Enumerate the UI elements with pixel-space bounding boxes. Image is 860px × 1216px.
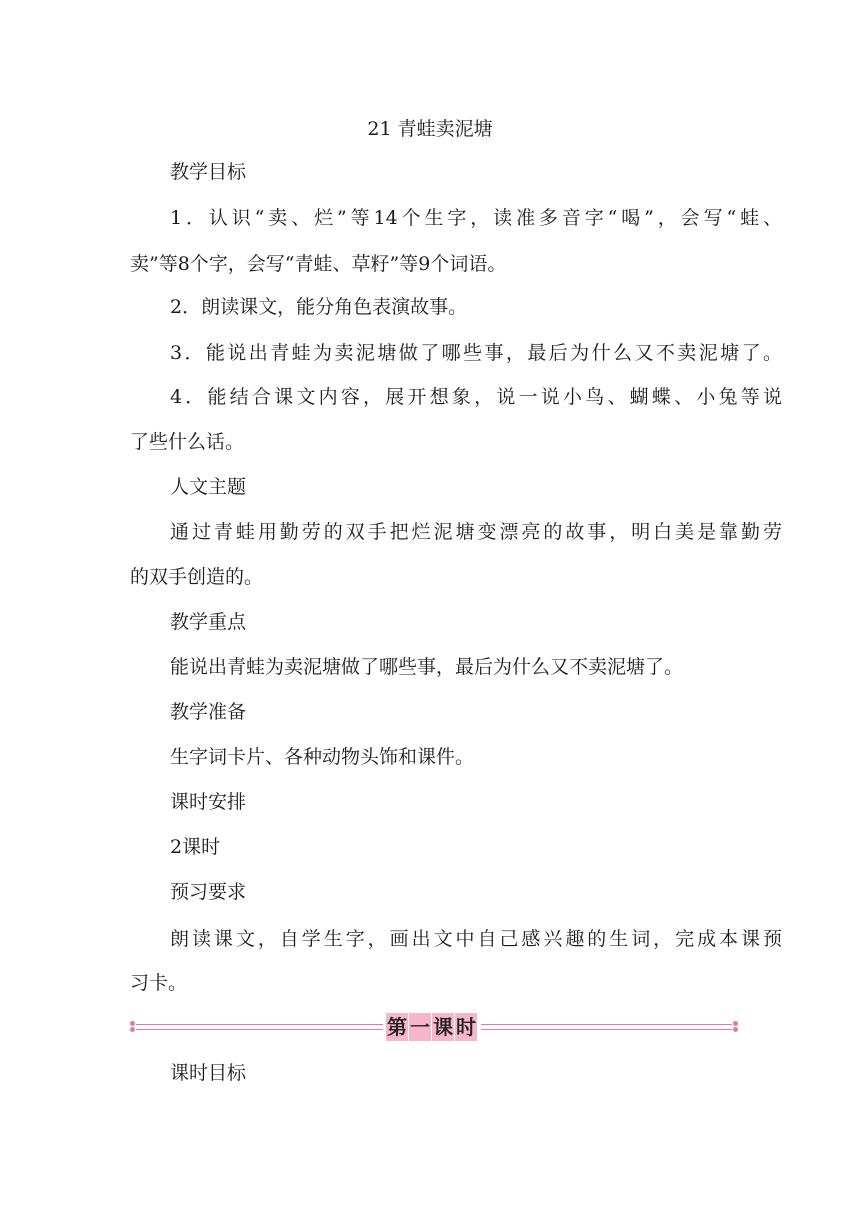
divider-dot-right-bottom [733,1027,738,1032]
theme-heading: 人文主题 [170,476,247,498]
goal-3: 3．能说出青蛙为卖泥塘做了哪些事，最后为什么又不卖泥塘了。 [170,342,782,364]
divider-dot-right-top [733,1021,738,1026]
key-text: 能说出青蛙为卖泥塘做了哪些事，最后为什么又不卖泥塘了。 [170,656,684,678]
schedule-text: 2课时 [170,836,221,858]
preview-heading: 预习要求 [170,881,247,903]
goal-1-line-2: 卖”等8个字，会写“青蛙、草籽”等9个词语。 [130,253,507,275]
goals-heading: 教学目标 [170,161,247,183]
goal-2: 2．朗读课文，能分角色表演故事。 [170,296,468,318]
goal-4-line-2: 了些什么话。 [130,431,245,453]
divider-dot-left-bottom [130,1027,135,1032]
goal-1-line-1: 1．认识“卖、烂”等14个生字，读准多音字“喝”，会写“蛙、 [170,207,782,229]
schedule-heading: 课时安排 [170,791,247,813]
divider-char-1: 第 [387,1015,407,1039]
divider-label [383,1013,481,1041]
preview-line-1: 朗读课文，自学生字，画出文中自己感兴趣的生词，完成本课预 [170,928,782,950]
divider-char-2: 一 [410,1015,430,1039]
preview-line-2: 习卡。 [130,972,188,994]
prep-heading: 教学准备 [170,701,247,723]
prep-text: 生字词卡片、各种动物头饰和课件。 [170,746,475,768]
theme-line-1: 通过青蛙用勤劳的双手把烂泥塘变漂亮的故事，明白美是靠勤劳 [170,521,782,543]
divider-dot-left-top [130,1021,135,1026]
key-heading: 教学重点 [170,611,247,633]
goal-4-line-1: 4．能结合课文内容，展开想象，说一说小鸟、蝴蝶、小兔等说 [170,386,782,408]
lesson-goals-heading: 课时目标 [170,1062,247,1084]
theme-line-2: 的双手创造的。 [130,566,264,588]
lesson-divider [130,1012,738,1042]
divider-char-3: 课 [433,1015,453,1039]
divider-char-4: 时 [456,1015,476,1039]
lesson-title: 21 青蛙卖泥塘 [367,118,493,140]
